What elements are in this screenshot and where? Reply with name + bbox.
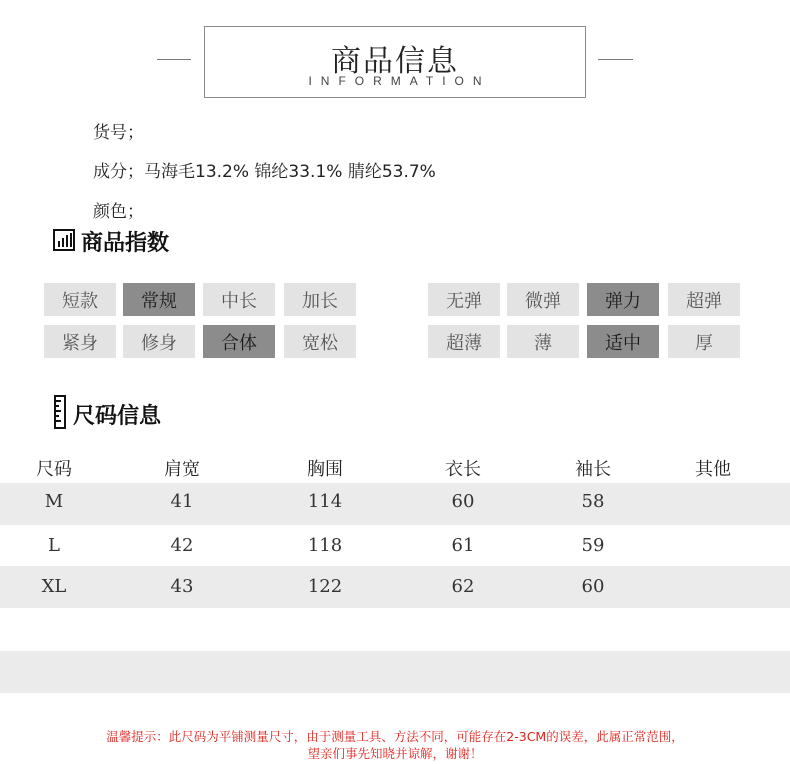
table-cell: 43 (170, 576, 194, 597)
table-cell: 62 (451, 576, 475, 597)
header-divider-left (157, 59, 191, 60)
index-tag: 弹力 (587, 283, 659, 316)
index-tag: 薄 (507, 325, 579, 358)
header-divider-right (598, 59, 633, 60)
table-cell: 59 (581, 535, 605, 556)
header-title: 商品信息 (331, 44, 459, 79)
index-tag: 中长 (203, 283, 275, 316)
index-tag: 紧身 (44, 325, 116, 358)
table-header-cell: 衣长 (445, 459, 481, 480)
composition: 成分；马海毛13.2% 锦纶33.1% 腈纶53.7% (93, 162, 436, 182)
index-tag: 适中 (587, 325, 659, 358)
table-cell: 118 (307, 535, 343, 556)
index-tag: 加长 (284, 283, 356, 316)
index-tag: 修身 (123, 325, 195, 358)
table-cell: 114 (307, 491, 343, 512)
tip-note-line2: 望亲们事先知晓并谅解，谢谢！ (307, 746, 483, 761)
table-cell: 41 (170, 491, 194, 512)
table-row-stripe (0, 651, 790, 693)
table-header-cell: 袖长 (575, 459, 611, 480)
index-tag: 宽松 (284, 325, 356, 358)
index-tag: 厚 (668, 325, 740, 358)
table-cell: L (48, 535, 60, 556)
index-tag: 超薄 (428, 325, 500, 358)
table-header-cell: 尺码 (36, 459, 72, 480)
table-cell: M (44, 491, 64, 512)
index-tag: 短款 (44, 283, 116, 316)
size-info-heading (53, 395, 161, 433)
table-header-cell: 其他 (695, 459, 731, 480)
product-index-heading (53, 226, 169, 257)
section-header-box (204, 26, 586, 98)
index-tag: 常规 (123, 283, 195, 316)
table-cell: 60 (451, 491, 475, 512)
ruler-icon (53, 395, 67, 433)
table-row-stripe (0, 566, 790, 608)
table-cell: 60 (581, 576, 605, 597)
size-info-title: 尺码信息 (73, 403, 162, 429)
table-cell: XL (41, 576, 67, 597)
color-info: 颜色； (93, 202, 144, 222)
table-header-cell: 胸围 (307, 459, 343, 480)
index-tag: 微弹 (507, 283, 579, 316)
index-tag: 无弹 (428, 283, 500, 316)
tip-note-line1: 温馨提示：此尺码为平铺测量尺寸，由于测量工具、方法不同，可能存在2-3CM的误差，此属正常范围， (106, 729, 684, 744)
table-cell: 42 (170, 535, 194, 556)
table-cell: 61 (451, 535, 475, 556)
index-tag: 超弹 (668, 283, 740, 316)
table-row-stripe (0, 483, 790, 525)
item-number: 货号； (93, 123, 144, 143)
table-cell: 58 (581, 491, 605, 512)
bar-chart-icon (53, 229, 75, 255)
table-cell: 122 (307, 576, 343, 597)
product-index-title: 商品指数 (81, 231, 170, 256)
index-tag: 合体 (203, 325, 275, 358)
header-subtitle: INFORMATION (308, 74, 491, 88)
table-header-cell: 肩宽 (164, 459, 200, 480)
